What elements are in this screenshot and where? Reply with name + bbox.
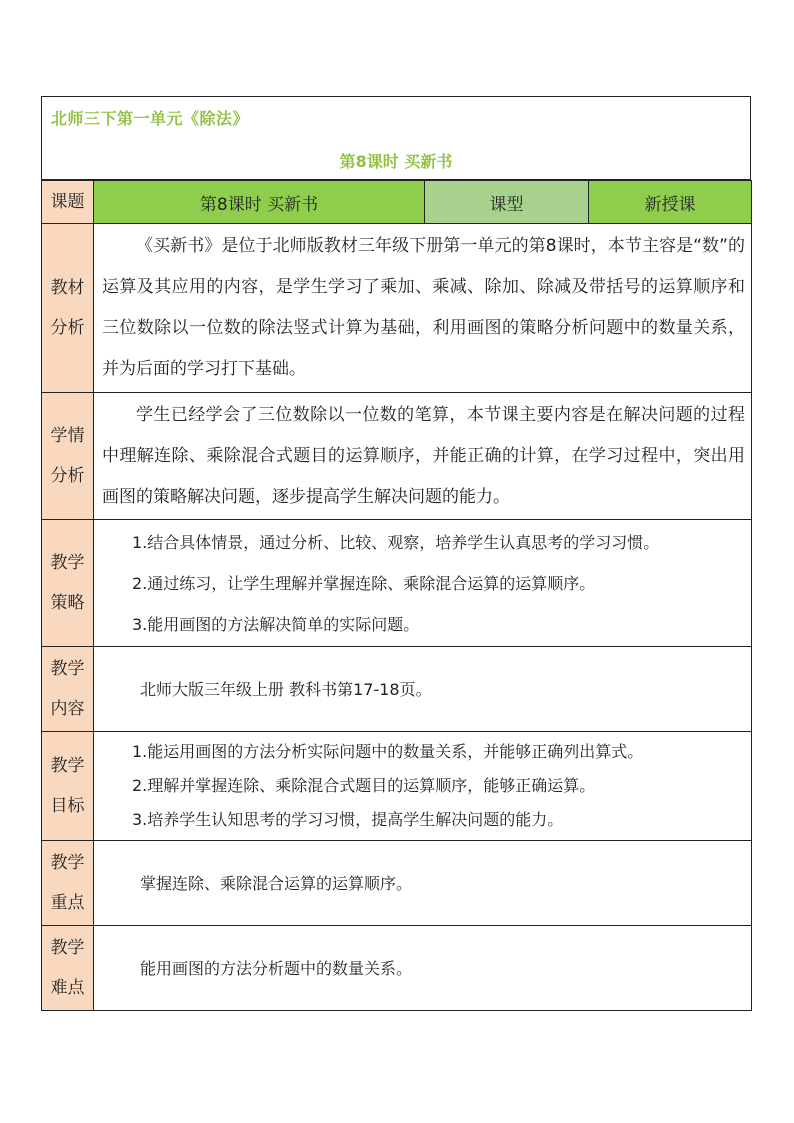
key-points-label-line-1: 教学 [50, 853, 85, 873]
material-text: 《买新书》是位于北师版教材三年级下册第一单元的第8课时，本节主容是“数”的运算及其应用的内容，是学生学习了乘加、乘减、除加、除减及带括号的运算顺序和三位数除以一位数的除法竖式计算为基础，利用画图的策略分析问题中的数量关系，并为后面的学习打下基础。 [94, 224, 752, 393]
key-points-label-line-2: 重点 [50, 893, 85, 913]
strategy-item: 1.结合具体情景，通过分析、比较、观察，培养学生认真思考的学习习惯。 [132, 532, 660, 552]
strategy-list [94, 522, 751, 645]
lesson-plan-table [41, 180, 752, 1011]
strategy-item: 2.通过练习，让学生理解并掌握连除、乘除混合运算的运算顺序。 [132, 573, 596, 593]
goal-item: 1.能运用画图的方法分析实际问题中的数量关系，并能够正确列出算式。 [132, 742, 644, 761]
strategy-label [42, 520, 94, 647]
topic-label: 课题 [42, 181, 94, 224]
key-points-row [42, 841, 752, 926]
strategy-list-cell [94, 520, 752, 647]
material-label-line-2: 分析 [50, 318, 85, 338]
unit-title: 北师三下第一单元《除法》 [51, 109, 250, 128]
content-text: 北师大版三年级上册 教科书第17-18页。 [94, 647, 752, 732]
material-label [42, 224, 94, 393]
material-label-line-1: 教材 [50, 278, 85, 298]
key-points-text: 掌握连除、乘除混合运算的运算顺序。 [94, 841, 752, 926]
students-label-line-1: 学情 [50, 426, 85, 446]
students-label [42, 393, 94, 520]
content-label-line-2: 内容 [50, 699, 85, 719]
difficulties-label-line-2: 难点 [50, 978, 85, 998]
topic-value: 第8课时 买新书 [94, 181, 425, 224]
difficulties-row [42, 926, 752, 1011]
teaching-content-row [42, 647, 752, 732]
goals-label-line-2: 目标 [50, 796, 85, 816]
goals-label [42, 732, 94, 841]
students-label-line-2: 分析 [50, 466, 85, 486]
material-analysis-row [42, 224, 752, 393]
strategy-label-line-2: 策略 [50, 593, 85, 613]
goals-list [94, 735, 751, 837]
content-label [42, 647, 94, 732]
strategy-label-line-1: 教学 [50, 553, 85, 573]
goal-item: 3.培养学生认知思考的学习习惯，提高学生解决问题的能力。 [132, 810, 564, 829]
difficulties-label-line-1: 教学 [50, 938, 85, 958]
difficulties-label [42, 926, 94, 1011]
goal-item: 2.理解并掌握连除、乘除混合式题目的运算顺序，能够正确运算。 [132, 776, 596, 795]
document-header [41, 96, 751, 180]
teaching-strategy-row [42, 520, 752, 647]
student-analysis-row [42, 393, 752, 520]
content-label-line-1: 教学 [50, 659, 85, 679]
type-value: 新授课 [589, 181, 752, 224]
difficulties-text: 能用画图的方法分析题中的数量关系。 [94, 926, 752, 1011]
lesson-title: 第8课时 买新书 [339, 152, 453, 171]
type-label: 课型 [425, 181, 589, 224]
topic-row [42, 181, 752, 224]
goals-list-cell [94, 732, 752, 841]
key-points-label [42, 841, 94, 926]
teaching-goals-row [42, 732, 752, 841]
strategy-item: 3.能用画图的方法解决简单的实际问题。 [132, 614, 420, 634]
goals-label-line-1: 教学 [50, 756, 85, 776]
students-text: 学生已经学会了三位数除以一位数的笔算，本节课主要内容是在解决问题的过程中理解连除、乘除混合式题目的运算顺序，并能正确的计算，在学习过程中，突出用画图的策略解决问题，逐步提高学生解决问题的能力。 [94, 393, 752, 520]
